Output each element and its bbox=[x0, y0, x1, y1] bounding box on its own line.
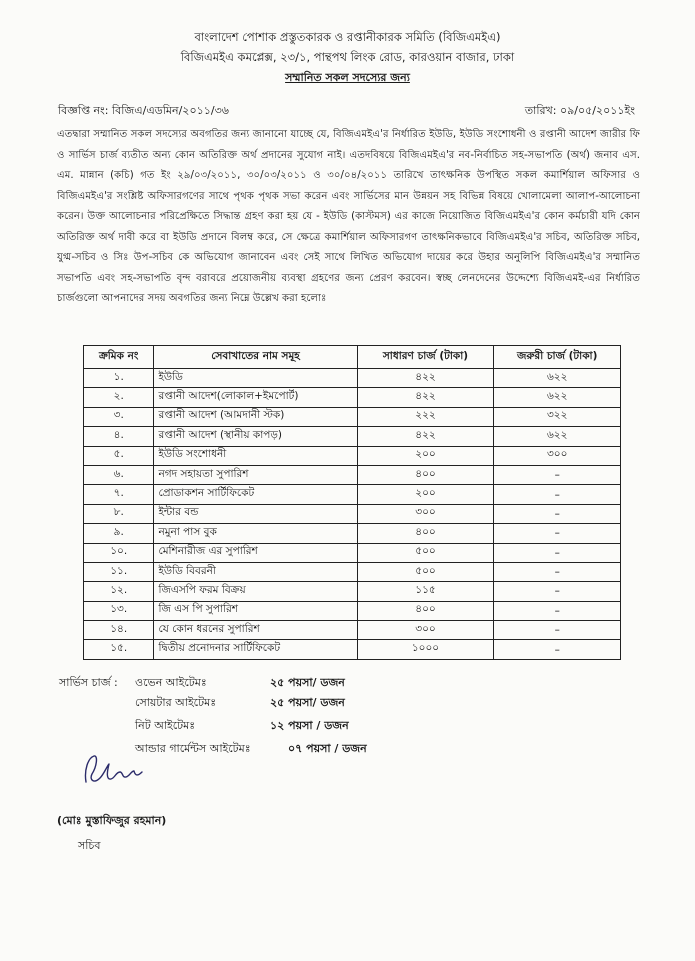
urgent-charge-cell: ৬২২ bbox=[494, 427, 621, 446]
serial-cell: ১৪. bbox=[84, 621, 154, 640]
service-name-cell: রপ্তানী আদেশ(লোকাল+ইমপোর্ট) bbox=[154, 388, 357, 407]
service-name-cell: জি এস পি সুপারিশ bbox=[154, 601, 357, 620]
serial-cell: ৬. bbox=[84, 465, 154, 484]
fee-table bbox=[83, 345, 621, 660]
table-row bbox=[84, 640, 621, 659]
column-header-general-charge: সাধারণ চার্জ (টাকা) bbox=[357, 346, 494, 369]
service-rate-woven: ২৫ পয়সা/ ডজন bbox=[270, 676, 345, 689]
table-row bbox=[84, 582, 621, 601]
serial-cell: ১০. bbox=[84, 543, 154, 562]
serial-cell: ৩. bbox=[84, 407, 154, 426]
urgent-charge-cell: – bbox=[494, 601, 621, 620]
service-name-cell: নমুনা পাস বুক bbox=[154, 524, 357, 543]
service-item-undergarments: আন্ডার গার্মেন্টস আইটেমঃ bbox=[135, 742, 251, 755]
table-row bbox=[84, 601, 621, 620]
service-name-cell: ইউডি bbox=[154, 369, 357, 388]
general-charge-cell: ৫০০ bbox=[357, 562, 494, 581]
notice-date: তারিখ: ০৯/০৫/২০১১ইং bbox=[524, 104, 635, 117]
urgent-charge-cell: – bbox=[494, 562, 621, 581]
signatory-designation: সচিব bbox=[78, 839, 101, 852]
service-rate-knit: ১২ পয়সা / ডজন bbox=[270, 719, 349, 732]
table-row bbox=[84, 407, 621, 426]
service-charge-label: সার্ভিস চার্জ : bbox=[59, 676, 118, 689]
general-charge-cell: ৪০০ bbox=[357, 601, 494, 620]
serial-cell: ৪. bbox=[84, 427, 154, 446]
signatory-name: (মোঃ মুস্তাফিজুর রহমান) bbox=[57, 814, 167, 827]
table-row bbox=[84, 369, 621, 388]
urgent-charge-cell: – bbox=[494, 543, 621, 562]
addressee-line: সম্মানিত সকল সদস্যের জন্য bbox=[285, 71, 410, 84]
urgent-charge-cell: – bbox=[494, 640, 621, 659]
general-charge-cell: ৪০০ bbox=[357, 465, 494, 484]
urgent-charge-cell: – bbox=[494, 621, 621, 640]
serial-cell: ১৫. bbox=[84, 640, 154, 659]
table-row bbox=[84, 485, 621, 504]
table-row bbox=[84, 465, 621, 484]
service-rate-undergarments: ০৭ পয়সা / ডজন bbox=[288, 742, 367, 755]
serial-cell: ৭. bbox=[84, 485, 154, 504]
general-charge-cell: ৪২২ bbox=[357, 369, 494, 388]
table-row bbox=[84, 543, 621, 562]
service-name-cell: ইউডি সংশোধনী bbox=[154, 446, 357, 465]
general-charge-cell: ২০০ bbox=[357, 446, 494, 465]
general-charge-cell: ৩০০ bbox=[357, 621, 494, 640]
service-name-cell: জিএসপি ফরম বিক্রয় bbox=[154, 582, 357, 601]
service-name-cell: ইউডি বিবরনী bbox=[154, 562, 357, 581]
table-row bbox=[84, 427, 621, 446]
general-charge-cell: ২০০ bbox=[357, 485, 494, 504]
service-name-cell: ইন্টার বন্ড bbox=[154, 504, 357, 523]
service-rate-sweater: ২৫ পয়সা/ ডজন bbox=[270, 696, 345, 709]
general-charge-cell: ৪০০ bbox=[357, 524, 494, 543]
service-item-woven: ওভেন আইটেমঃ bbox=[135, 676, 207, 689]
fee-table-header-row bbox=[84, 346, 621, 369]
notice-body-paragraph: এতদ্বারা সম্মানিত সকল সদস্যের অবগতির জন্য জানানো যাচ্ছে যে, বিজিএমইএ'র নির্ধারিত ইউডি, ইউডি সংশোধনী ও রপ্তানী আদেশ জারীর ফি ও সার্ভিস চার্জ ব্যতীত অন্য কোন অতিরিক্ত অর্থ প্রদানের সুযোগ নাই। এতদবিষয়ে বিজিএমইএ'র নব-নির্বাচিত সহ-সভাপতি (অর্থ) জনাব এস. এম. মান্নান (কচি) গত ইং ২৯/০৩/২০১১, ৩০/০৩/২০১১ ও ৩০/০৪/২০১১ তারিখে তাৎক্ষনিক উপস্থিত সকল কমার্শিয়াল অফিসার ও বিজিএমইএ'র সংশ্লিষ্ট অফিসারগণের সাথে পৃথক পৃথক সভা করেন এবং সার্ভিসের মান উন্নয়ন সহ বিভিন্ন বিষয়ে খোলামেলা আলাপ-আলোচনা করেন। উক্ত আলোচনার পরিপ্রেক্ষিতে সিদ্ধান্ত গ্রহণ করা হয় যে - ইউডি (কাস্টমস) এর কাজে নিয়োজিত বিজিএমইএ'র কোন কর্মচারী যদি কোন অতিরিক্ত অর্থ দাবী করে বা ইউডি প্রদানে বিলম্ব করে, সে ক্ষেত্রে কমার্শিয়াল অফিসারগণ তাৎক্ষনিকভাবে বিজিএমইএ'র সচিব, অতিরিক্ত সচিব, যুগ্ম-সচিব ও সিঃ উপ-সচিব কে অভিযোগ জানাবেন এবং সেই সাথে লিখিত অভিযোগ দায়ের করে উহার অনুলিপি বিজিএমইএ'র সম্মানিত সভাপতি এবং সহ-সভাপতি বৃন্দ বরাবরে প্রয়োজনীয় ব্যবস্থা গ্রহণের জন্য প্রেরণ করবেন। স্বচ্ছ লেনদেনের উদ্দেশ্যে বিজিএমই-এর নির্ধারিত চার্জগুলো আপনাদের সদয় অবগতির জন্য নিম্নে উল্লেখ করা হলোঃ bbox=[57, 129, 640, 304]
general-charge-cell: ১০০০ bbox=[357, 640, 494, 659]
handwritten-signature bbox=[80, 752, 150, 792]
service-item-sweater: সোয়টার আইটেমঃ bbox=[135, 696, 217, 709]
urgent-charge-cell: – bbox=[494, 524, 621, 543]
serial-cell: ৫. bbox=[84, 446, 154, 465]
service-name-cell: প্রোডাকশন সার্টিফিকেট bbox=[154, 485, 357, 504]
table-row bbox=[84, 446, 621, 465]
urgent-charge-cell: ৩০০ bbox=[494, 446, 621, 465]
general-charge-cell: ৩০০ bbox=[357, 504, 494, 523]
service-name-cell: রপ্তানী আদেশ (স্থানীয় কাপড়) bbox=[154, 427, 357, 446]
notice-reference-number: বিজ্ঞপ্তি নং: বিজিএ/এডমিন/২০১১/৩৬ bbox=[58, 104, 229, 117]
organization-address: বিজিএমইএ কমপ্লেক্স, ২৩/১, পান্থপথ লিংক রোড, কারওয়ান বাজার, ঢাকা bbox=[180, 50, 515, 64]
serial-cell: ১২. bbox=[84, 582, 154, 601]
table-row bbox=[84, 524, 621, 543]
service-name-cell: যে কোন ধরনের সুপারিশ bbox=[154, 621, 357, 640]
serial-cell: ১৩. bbox=[84, 601, 154, 620]
table-row bbox=[84, 388, 621, 407]
urgent-charge-cell: – bbox=[494, 485, 621, 504]
urgent-charge-cell: ৬২২ bbox=[494, 369, 621, 388]
service-name-cell: মেশিনারীজ এর সুপারিশ bbox=[154, 543, 357, 562]
urgent-charge-cell: ৩২২ bbox=[494, 407, 621, 426]
general-charge-cell: ৪২২ bbox=[357, 427, 494, 446]
urgent-charge-cell: – bbox=[494, 504, 621, 523]
urgent-charge-cell: – bbox=[494, 582, 621, 601]
table-row bbox=[84, 562, 621, 581]
general-charge-cell: ২২২ bbox=[357, 407, 494, 426]
organization-name: বাংলাদেশ পোশাক প্রস্তুতকারক ও রপ্তানীকারক সমিতি (বিজিএমইএ) bbox=[194, 30, 501, 44]
serial-cell: ১১. bbox=[84, 562, 154, 581]
serial-cell: ৮. bbox=[84, 504, 154, 523]
service-name-cell: দ্বিতীয় প্রনোদনার সার্টিফিকেট bbox=[154, 640, 357, 659]
table-row bbox=[84, 621, 621, 640]
serial-cell: ১. bbox=[84, 369, 154, 388]
service-name-cell: নগদ সহায়তা সুপারিশ bbox=[154, 465, 357, 484]
general-charge-cell: ৪২২ bbox=[357, 388, 494, 407]
column-header-service-name: সেবাখাতের নাম সমূহ bbox=[154, 346, 357, 369]
general-charge-cell: ১১৫ bbox=[357, 582, 494, 601]
column-header-urgent-charge: জরুরী চার্জ (টাকা) bbox=[494, 346, 621, 369]
serial-cell: ২. bbox=[84, 388, 154, 407]
service-item-knit: নিট আইটেমঃ bbox=[135, 719, 196, 732]
urgent-charge-cell: – bbox=[494, 465, 621, 484]
general-charge-cell: ৫০০ bbox=[357, 543, 494, 562]
serial-cell: ৯. bbox=[84, 524, 154, 543]
urgent-charge-cell: ৬২২ bbox=[494, 388, 621, 407]
column-header-serial: ক্রমিক নং bbox=[84, 346, 154, 369]
table-row bbox=[84, 504, 621, 523]
service-name-cell: রপ্তানী আদেশ (আমদানী স্টক) bbox=[154, 407, 357, 426]
